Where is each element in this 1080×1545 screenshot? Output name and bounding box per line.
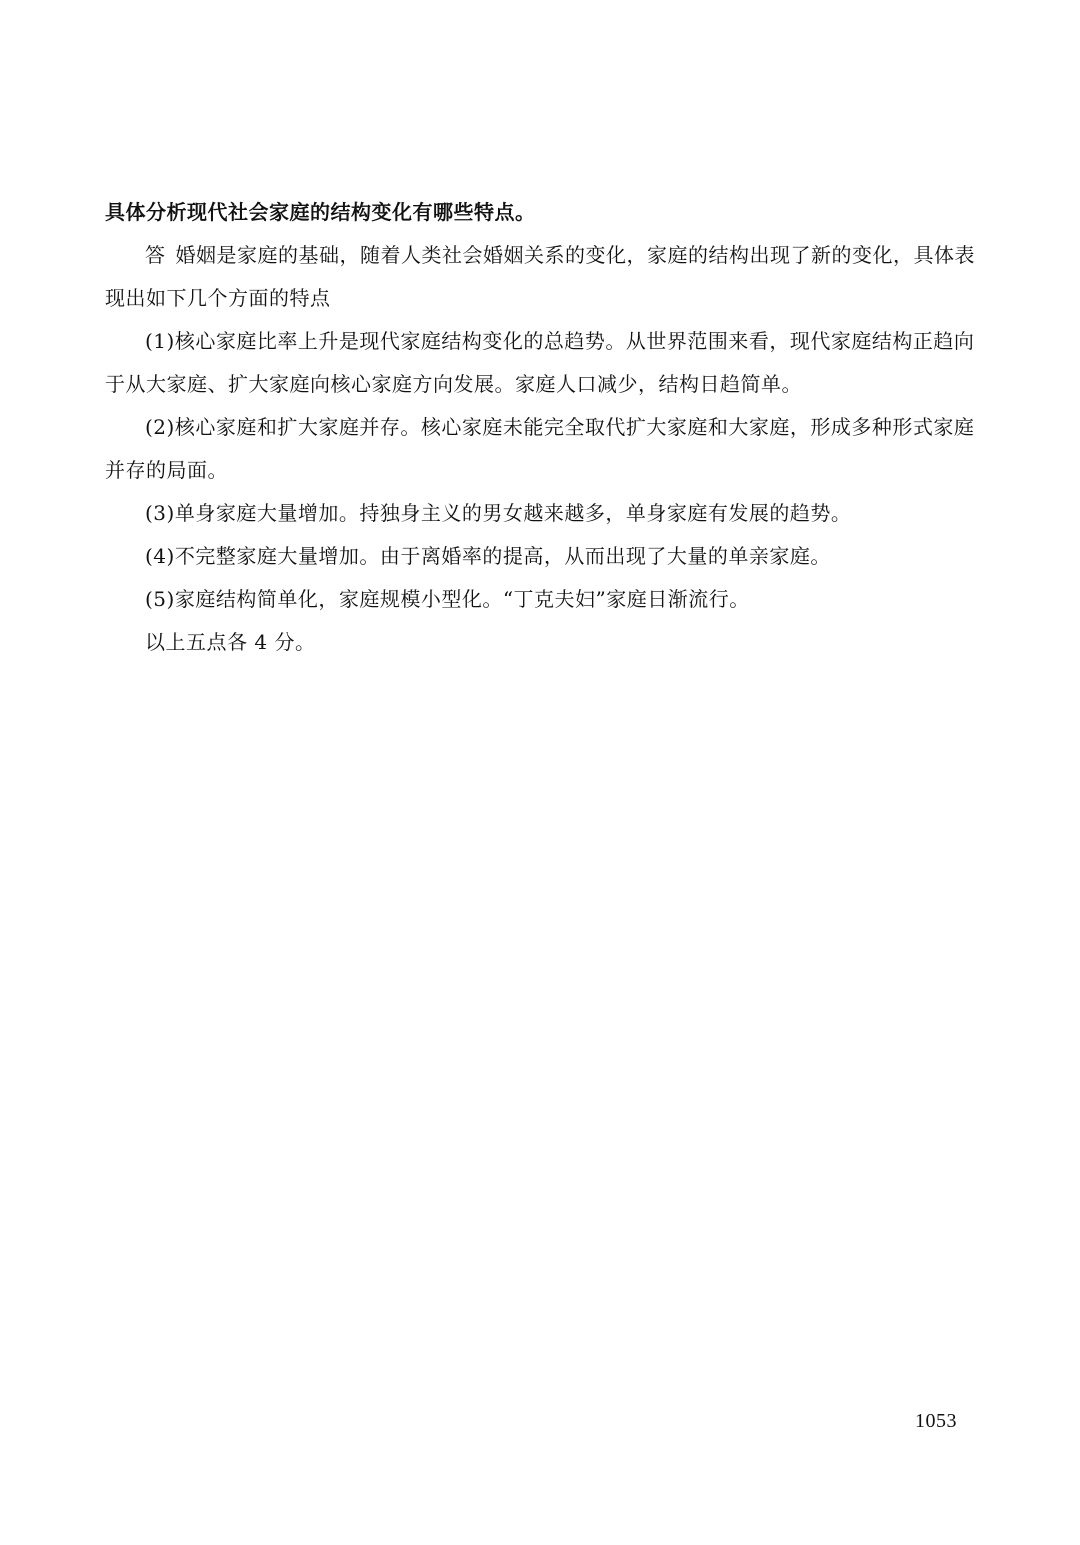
- point-3: (3)单身家庭大量增加。持独身主义的男女越来越多，单身家庭有发展的趋势。: [145, 501, 852, 525]
- point-2: (2)核心家庭和扩大家庭并存。核心家庭未能完全取代扩大家庭和大家庭，形成多种形式家庭并存的局面。: [105, 415, 975, 482]
- answer-content: [105, 190, 985, 664]
- answer-intro: [105, 234, 985, 320]
- answer-prefix: 答: [145, 243, 166, 267]
- point-1: (1)核心家庭比率上升是现代家庭结构变化的总趋势。从世界范围来看，现代家庭结构正趋向于从大家庭、扩大家庭向核心家庭方向发展。家庭人口减少，结构日趋简单。: [105, 329, 975, 396]
- point-4: (4)不完整家庭大量增加。由于离婚率的提高，从而出现了大量的单亲家庭。: [145, 544, 831, 568]
- question-text: 具体分析现代社会家庭的结构变化有哪些特点。: [105, 200, 536, 224]
- score-note: 以上五点各 4 分。: [145, 630, 316, 654]
- answer-intro-text: 婚姻是家庭的基础，随着人类社会婚姻关系的变化，家庭的结构出现了新的变化，具体表现出如下几个方面的特点: [105, 243, 975, 310]
- point-5: (5)家庭结构简单化，家庭规模小型化。“丁克夫妇”家庭日渐流行。: [145, 587, 750, 611]
- page-number: 1053: [915, 1410, 957, 1432]
